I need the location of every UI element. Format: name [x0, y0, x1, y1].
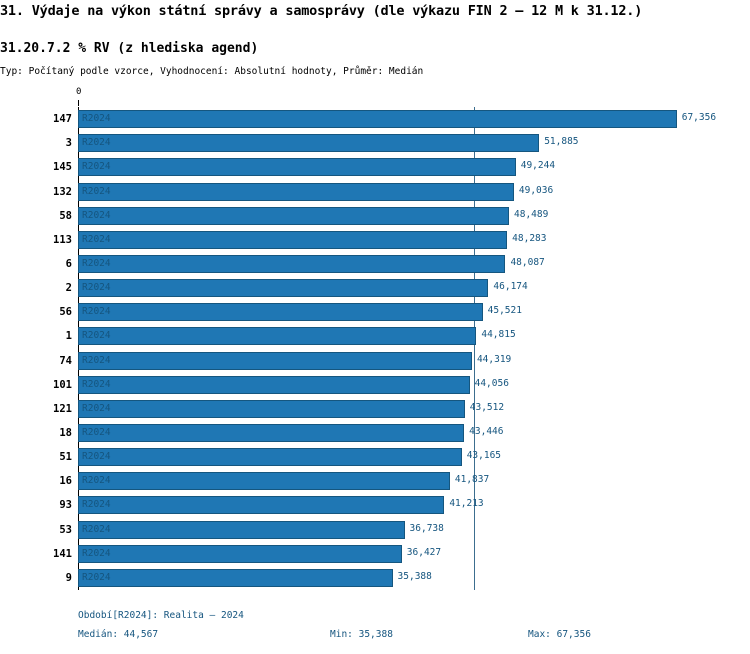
bar-series-label: R2024 [82, 571, 111, 583]
bar[interactable] [78, 376, 470, 394]
bar[interactable] [78, 352, 472, 370]
category-label: 51 [59, 451, 72, 464]
legend-period: Období[R2024]: Realita – 2024 [78, 610, 244, 621]
bar[interactable] [78, 134, 539, 152]
median-line [474, 107, 475, 590]
bar-row [78, 255, 718, 273]
bar-series-label: R2024 [82, 137, 111, 149]
bar-row [78, 424, 718, 442]
bar-row [78, 400, 718, 418]
bar-series-label: R2024 [82, 306, 111, 318]
category-label: 2 [65, 282, 72, 295]
category-label: 141 [53, 547, 72, 560]
bar-series-label: R2024 [82, 233, 111, 245]
bar-row [78, 327, 718, 345]
category-label: 132 [53, 185, 72, 198]
bar-series-label: R2024 [82, 113, 111, 125]
category-label: 53 [59, 523, 72, 536]
bar-row [78, 207, 718, 225]
bar-value-label: 48,087 [510, 256, 545, 268]
bar-row [78, 448, 718, 466]
bar[interactable] [78, 448, 462, 466]
stat-median: Medián: 44,567 [78, 629, 159, 640]
bar[interactable] [78, 303, 483, 321]
plot-area [78, 107, 718, 590]
axis-origin-label: 0 [76, 87, 82, 97]
bar-series-label: R2024 [82, 282, 111, 294]
bar-series-label: R2024 [82, 161, 111, 173]
bar-row [78, 279, 718, 297]
bar-series-label: R2024 [82, 451, 111, 463]
bar-value-label: 36,427 [406, 546, 442, 558]
bar-row [78, 158, 718, 176]
plot-frame [78, 107, 718, 590]
bar-row [78, 569, 718, 587]
bar-value-label: 67,356 [681, 112, 717, 124]
bar-series-label: R2024 [82, 209, 111, 221]
category-label: 145 [53, 161, 72, 174]
category-label: 18 [59, 427, 72, 440]
bar-row [78, 231, 718, 249]
bar[interactable] [78, 207, 509, 225]
axis-origin-tick [78, 100, 79, 106]
bar-value-label: 35,388 [397, 570, 432, 582]
bar-series-label: R2024 [82, 402, 111, 414]
bar-series-label: R2024 [82, 257, 111, 269]
bar-row [78, 376, 718, 394]
chart-type-line: Typ: Počítaný podle vzorce, Vyhodnocení: Absolutní hodnoty, Průměr: Medián [0, 66, 424, 77]
bar[interactable] [78, 255, 505, 273]
bar-value-label: 45,521 [487, 305, 522, 317]
category-label: 16 [59, 475, 72, 488]
category-label: 3 [65, 137, 72, 150]
category-label: 74 [59, 354, 72, 367]
category-label: 113 [53, 233, 72, 246]
bar[interactable] [78, 279, 488, 297]
bar-value-label: 44,815 [481, 329, 516, 341]
bar-value-label: 48,283 [512, 232, 547, 244]
bar-series-label: R2024 [82, 547, 111, 559]
bar-row [78, 352, 718, 370]
bar-value-label: 41,837 [454, 474, 490, 486]
bar-series-label: R2024 [82, 523, 111, 535]
bar-series-label: R2024 [82, 499, 111, 511]
bar[interactable] [78, 424, 464, 442]
bar-value-label: 43,446 [469, 426, 504, 438]
chart-subtitle: 31.20.7.2 % RV (z hlediska agend) [0, 41, 259, 56]
category-label: 101 [53, 378, 72, 391]
bar-value-label: 48,489 [514, 208, 549, 220]
bar-series-label: R2024 [82, 475, 111, 487]
bar-value-label: 49,244 [520, 160, 556, 172]
bar-row [78, 521, 718, 539]
bar[interactable] [78, 231, 507, 249]
bar-series-label: R2024 [82, 330, 111, 342]
category-label: 6 [65, 257, 72, 270]
bar-row [78, 545, 718, 563]
bar[interactable] [78, 183, 514, 201]
bar-value-label: 51,885 [544, 136, 579, 148]
bar[interactable] [78, 521, 405, 539]
bar[interactable] [78, 327, 476, 345]
bar-value-label: 44,056 [474, 377, 509, 389]
category-label: 9 [65, 571, 72, 584]
bar-row [78, 496, 718, 514]
category-label: 56 [59, 306, 72, 319]
category-label: 93 [59, 499, 72, 512]
bar-row [78, 110, 718, 128]
bar[interactable] [78, 158, 516, 176]
bar-series-label: R2024 [82, 378, 111, 390]
bar-row [78, 183, 718, 201]
bar-series-label: R2024 [82, 427, 111, 439]
bar[interactable] [78, 496, 444, 514]
bar-value-label: 36,738 [409, 522, 444, 534]
bar-row [78, 472, 718, 490]
bar-value-label: 43,165 [466, 450, 502, 462]
bar[interactable] [78, 400, 465, 418]
category-label: 121 [53, 402, 72, 415]
bar-value-label: 44,319 [476, 353, 512, 365]
page-title: 31. Výdaje na výkon státní správy a samosprávy (dle výkazu FIN 2 – 12 M k 31.12.) [0, 3, 643, 19]
bar[interactable] [78, 545, 402, 563]
bar-value-label: 41,213 [449, 498, 484, 510]
category-label: 147 [53, 113, 72, 126]
bar-series-label: R2024 [82, 185, 111, 197]
bar[interactable] [78, 472, 450, 490]
bar-row [78, 134, 718, 152]
bar-value-label: 46,174 [493, 281, 528, 293]
bar-value-label: 43,512 [469, 401, 505, 413]
category-label: 1 [65, 330, 72, 343]
stat-min: Min: 35,388 [330, 629, 393, 640]
bar-series-label: R2024 [82, 354, 111, 366]
bar-row [78, 303, 718, 321]
bar[interactable] [78, 569, 393, 587]
bar-value-label: 49,036 [518, 184, 554, 196]
category-label: 58 [59, 209, 72, 222]
bar[interactable] [78, 110, 677, 128]
stat-max: Max: 67,356 [528, 629, 591, 640]
